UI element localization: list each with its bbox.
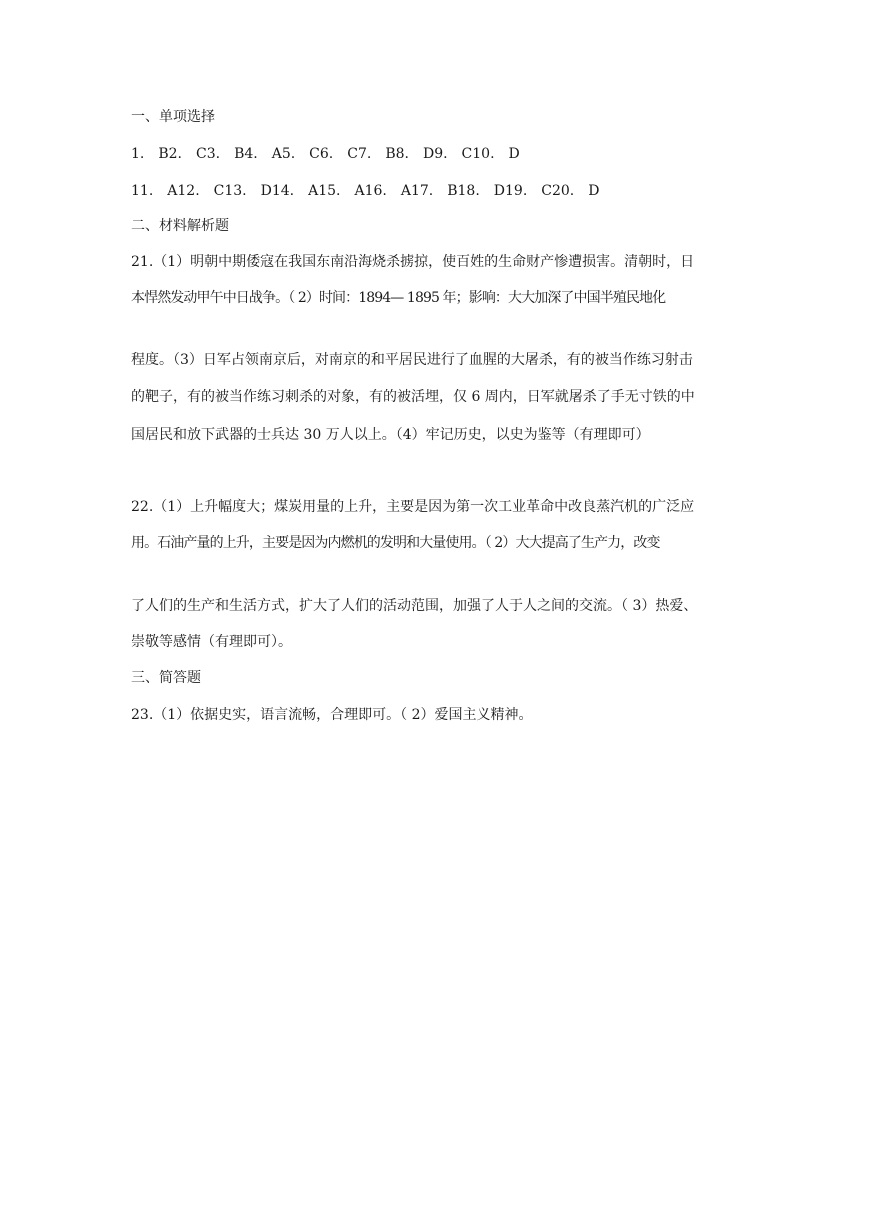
answer-22-line-2: 用。石油产量的上升，主要是因为内燃机的发明和大量使用。（ 2）大大提高了生产力，改变 (131, 535, 660, 551)
section-heading-material: 二、材料解析题 (131, 218, 229, 234)
answer-21-line-1: 21.（1）明朝中期倭寇在我国东南沿海烧杀掳掠，使百姓的生命财产惨遭损害。清朝时，日 (131, 254, 695, 270)
answer-line-11-20: 11. A12. C13. D14. A15. A16. A17. B18. D19. C20. D (131, 183, 600, 199)
answer-23-line-1: 23.（1）依据史实，语言流畅，合理即可。（ 2）爱国主义精神。 (131, 707, 533, 723)
answer-21-line-3: 程度。（3）日军占领南京后，对南京的和平居民进行了血腥的大屠杀，有的被当作练习射击 (131, 352, 693, 368)
section-heading-short-answer: 三、简答题 (131, 670, 201, 686)
answer-22-line-1: 22.（1）上升幅度大；煤炭用量的上升，主要是因为第一次工业革命中改良蒸汽机的广泛应 (131, 499, 695, 515)
answer-22-line-4: 崇敬等感情（有理即可）。 (131, 634, 292, 650)
answer-21-line-5: 国居民和放下武器的士兵达 30 万人以上。（4）牢记历史，以史为鉴等（有理即可） (131, 427, 650, 443)
section-heading-choice: 一、单项选择 (131, 109, 215, 125)
answer-21-line-2: 本悍然发动甲午中日战争。（ 2）时间：1894— 1895 年；影响：大大加深了中国半殖民地化 (131, 290, 666, 306)
answer-22-line-3: 了人们的生产和生活方式，扩大了人们的活动范围，加强了人于人之间的交流。（ 3）热爱、 (131, 598, 698, 614)
answer-line-1-10: 1. B2. C3. B4. A5. C6. C7. B8. D9. C10. D (131, 146, 520, 162)
answer-21-line-4: 的靶子，有的被当作练习刺杀的对象，有的被活埋，仅 6 周内，日军就屠杀了手无寸铁的中 (131, 389, 695, 405)
